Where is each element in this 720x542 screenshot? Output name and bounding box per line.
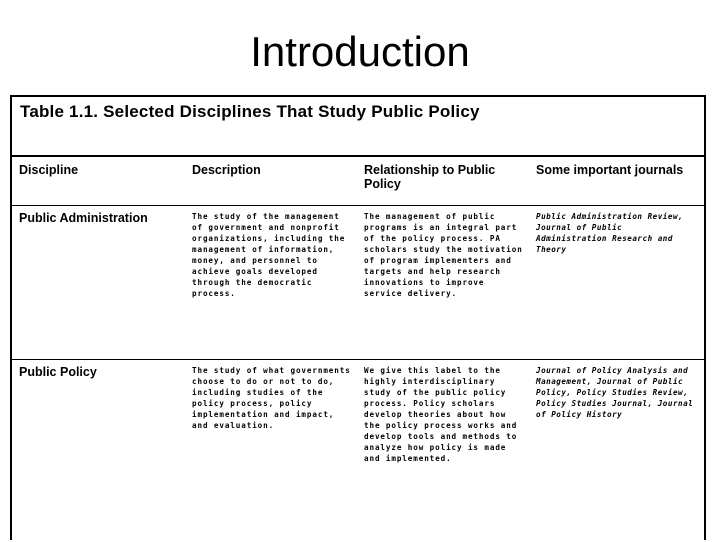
discipline-cell: Public Policy xyxy=(19,365,97,379)
journals-cell: Public Administration Review, Journal of Public Administration Research and Theory xyxy=(536,212,684,254)
header-relationship: Relationship to Public Policy xyxy=(364,163,496,191)
relationship-cell: The management of public programs is an integral part of the policy process. PA scholars study the motivation of program implementers and targets and help research innovations to improve service delivery. xyxy=(364,212,523,298)
table-row xyxy=(12,206,704,360)
header-description: Description xyxy=(192,163,261,177)
table-caption: Table 1.1. Selected Disciplines That Study Public Policy xyxy=(12,97,704,157)
table-header-row xyxy=(12,158,704,206)
description-cell: The study of the management of government and nonprofit organizations, including the management of information, money, and personnel to achieve goals developed through the democratic process. xyxy=(192,212,346,298)
table-row xyxy=(12,360,704,542)
disciplines-table xyxy=(10,95,706,540)
relationship-cell: We give this label to the highly interdisciplinary study of the public policy process. Policy scholars develop theories about how the policy process works and develop tools and methods to analyze how policy is made and implemented. xyxy=(364,366,518,463)
header-discipline: Discipline xyxy=(19,163,79,177)
slide-title: Introduction xyxy=(250,28,470,75)
description-cell: The study of what governments choose to do or not to do, including studies of the policy process, policy implementation and impact, and evaluation. xyxy=(192,366,351,430)
journals-cell: Journal of Policy Analysis and Management, Journal of Public Policy, Policy Studies Review, Policy Studies Journal, Journal of Policy History xyxy=(536,366,694,419)
header-journals: Some important journals xyxy=(536,163,684,177)
discipline-cell: Public Administration xyxy=(19,211,148,225)
